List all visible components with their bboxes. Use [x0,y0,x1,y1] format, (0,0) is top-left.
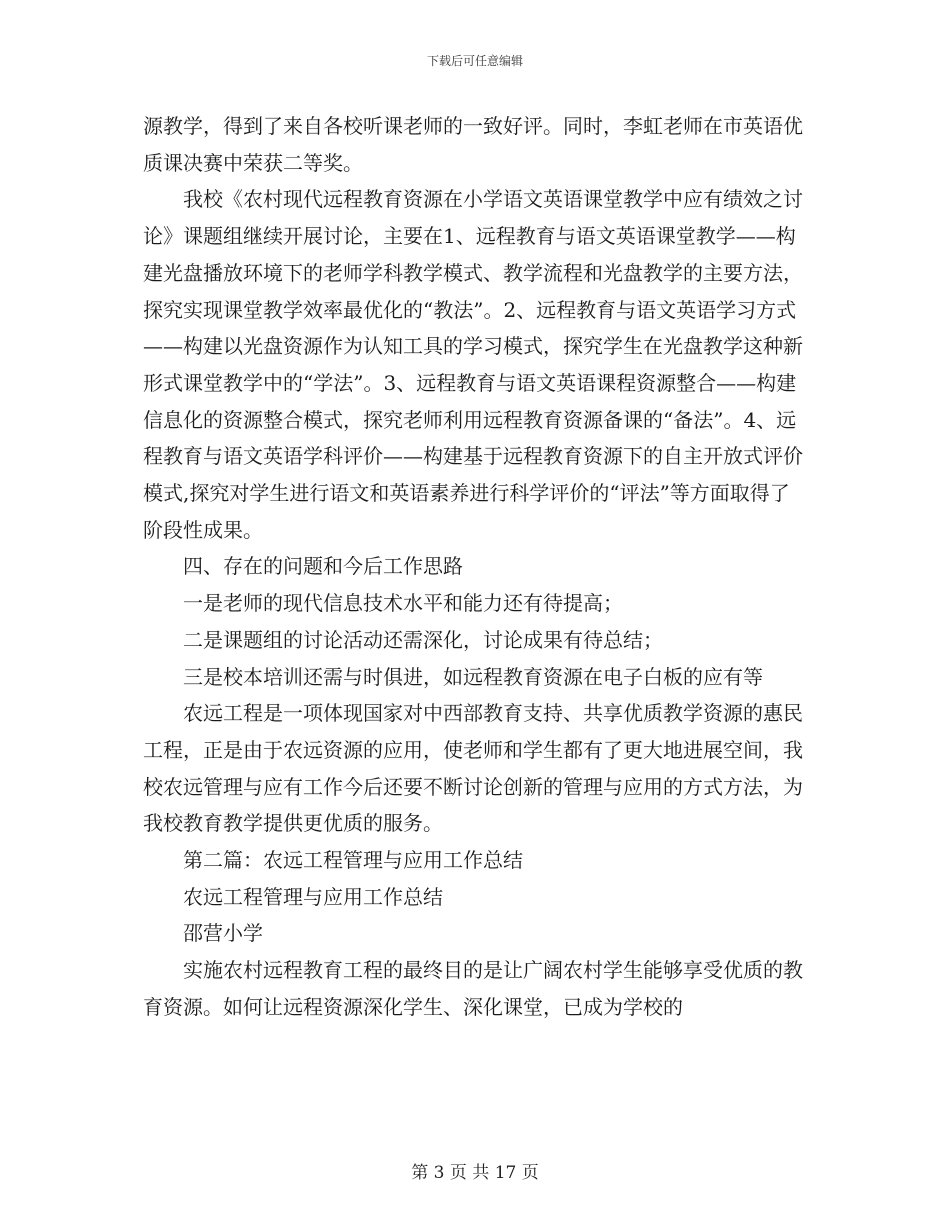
page-header: 下载后可任意编辑 [426,54,523,68]
paragraph: 一是老师的现代信息技术水平和能力还有待提高； [183,591,623,616]
chapter-heading: 第二篇：农远工程管理与应用工作总结 [183,848,523,873]
author-school: 邵营小学 [183,921,263,946]
article-title: 农远工程管理与应用工作总结 [183,884,443,909]
page-number-footer: 第 3 页 共 17 页 [411,1163,539,1183]
paragraph: 二是课题组的讨论活动还需深化，讨论成果有待总结； [183,627,663,652]
paragraph: 我校《农村现代远程教育资源在小学语文英语课堂教学中应有绩效之讨论》课题组继续开展讨论，主要在1、远程教育与语文英语课堂教学——构建光盘播放环境下的老师学科教学模式、教学流程和光盘教学的主要方法，探究实现课堂教学效率最优化的“教法”。2、远程教育与语文英语学习方式——构建以光盘资源作为认知工具的学习模式，探究学生在光盘教学这种新形式课堂教学中的“学法”。3、远程教育与语文英语课程资源整合——构建信息化的资源整合模式，探究老师利用远程教育资源备课的“备法”。4、远程教育与语文英语学科评价——构建基于远程教育资源下的自主开放式评价模式,探究对学生进行语文和英语素养进行科学评价的“评法”等方面取得了阶段性成果。 [143,187,803,542]
paragraph: 源教学，得到了来自各校听课老师的一致好评。同时，李虹老师在市英语优质课决赛中荣获二等奖。 [143,114,803,175]
paragraph: 实施农村远程教育工程的最终目的是让广阔农村学生能够享受优质的教育资源。如何让远程资源深化学生、深化课堂，已成为学校的 [143,958,803,1019]
section-heading: 四、存在的问题和今后工作思路 [183,554,463,579]
document-body [143,108,807,1026]
paragraph: 三是校本培训还需与时俱进，如远程教育资源在电子白板的应有等 [183,664,763,689]
paragraph: 农远工程是一项体现国家对中西部教育支持、共享优质教学资源的惠民工程，正是由于农远资源的应用，使老师和学生都有了更大地进展空间，我校农远管理与应有工作今后还要不断讨论创新的管理与应用的方式方法，为我校教育教学提供更优质的服务。 [143,701,803,836]
